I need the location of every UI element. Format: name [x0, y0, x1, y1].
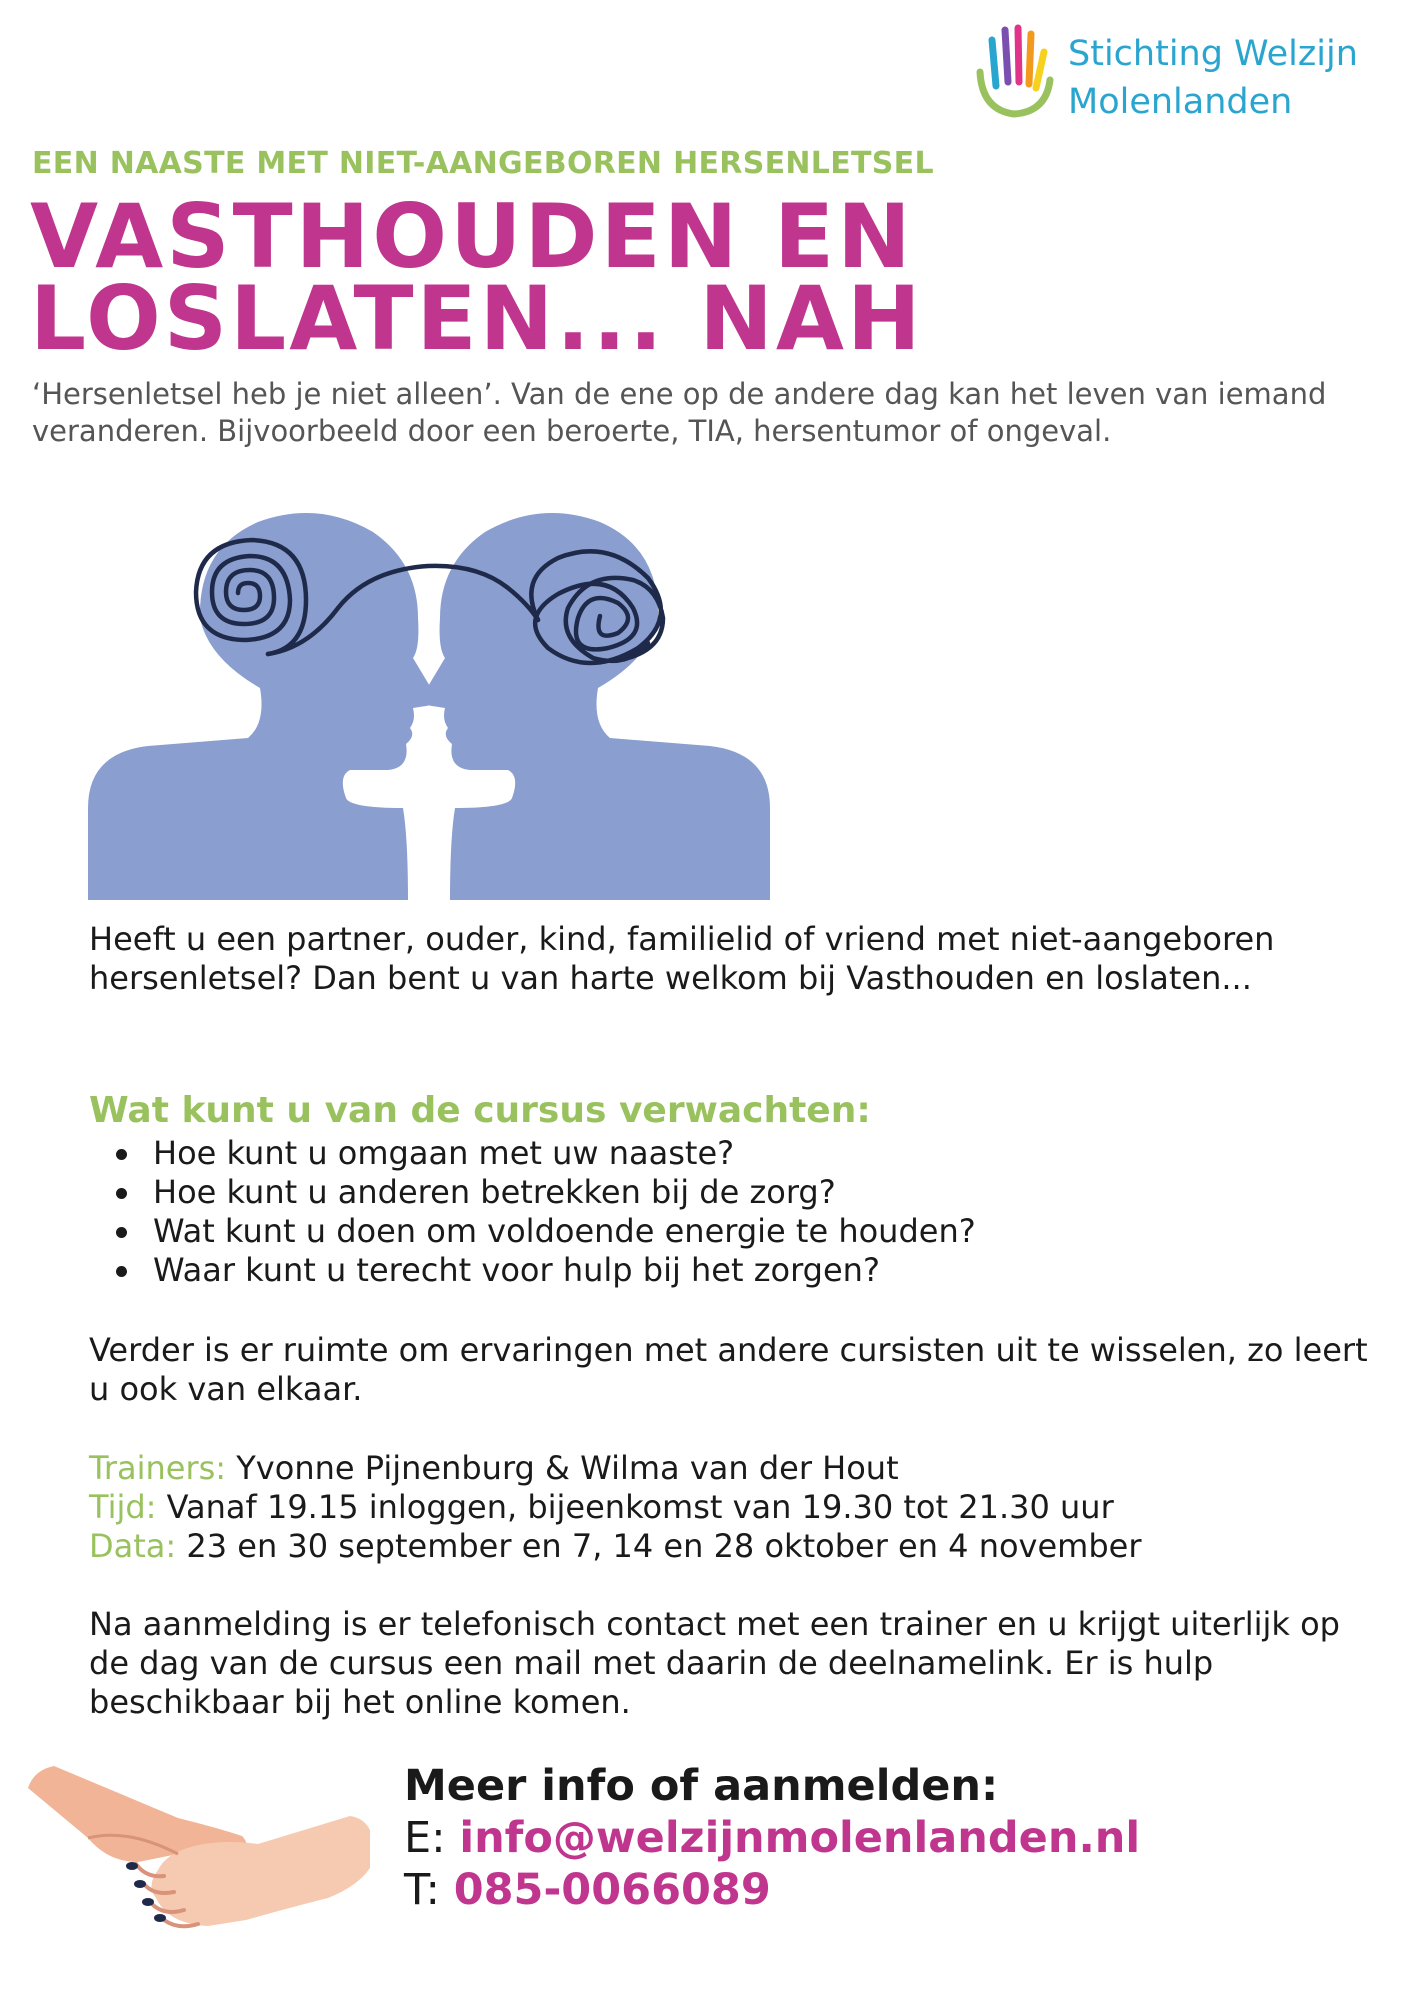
bullet-icon: [116, 1266, 127, 1277]
title-line-1: VASTHOUDEN EN: [30, 185, 914, 288]
intro-text: ‘Hersenletsel heb je niet alleen’. Van de ene op de andere dag kan het leven van iemand veranderen. Bijvoorbeeld door een beroerte, TIA, hersentumor of ongeval.: [32, 377, 1327, 448]
list-item: Hoe kunt u anderen betrekken bij de zorg?: [89, 1173, 1349, 1212]
course-info: [89, 1449, 1379, 1566]
page-title: [30, 185, 1130, 370]
two-heads-illustration: [88, 508, 770, 900]
list-item: Wat kunt u doen om voldoende energie te houden?: [89, 1212, 1349, 1251]
dates-label: Data:: [89, 1527, 177, 1565]
registration-paragraph: Na aanmelding is er telefonisch contact met een trainer en u krijgt uiterlijk op de dag van de cursus een mail met daarin de deelnamelink. Er is hulp beschikbaar bij het online komen.: [89, 1605, 1340, 1721]
trainers-value: Yvonne Pijnenburg & Wilma van der Hout: [226, 1449, 899, 1487]
list-item: Hoe kunt u omgaan met uw naaste?: [89, 1134, 1349, 1173]
expectations-heading: Wat kunt u van de cursus verwachten:: [89, 1090, 871, 1131]
contact-block: [404, 1760, 1404, 1916]
bullet-icon: [116, 1149, 127, 1160]
dates-value: 23 en 30 september en 7, 14 en 28 oktober en 4 november: [176, 1527, 1142, 1565]
trainers-label: Trainers:: [89, 1449, 227, 1487]
bullet-icon: [116, 1188, 127, 1199]
time-label: Tijd:: [89, 1488, 157, 1526]
phone-line: [404, 1864, 1404, 1916]
phone-label: T:: [404, 1865, 454, 1915]
organization-logo: [972, 22, 1392, 122]
title-line-2: LOSLATEN... NAH: [30, 267, 924, 370]
kicker-heading: EEN NAASTE MET NIET-AANGEBOREN HERSENLETSEL: [32, 146, 934, 181]
trainers-line: [89, 1449, 1379, 1488]
dates-line: [89, 1527, 1379, 1566]
time-line: [89, 1488, 1379, 1527]
phone-link[interactable]: 085-0066089: [453, 1865, 771, 1915]
list-item: Waar kunt u terecht voor hulp bij het zorgen?: [89, 1251, 1349, 1290]
contact-heading: Meer info of aanmelden:: [404, 1761, 999, 1811]
holding-hands-illustration: [28, 1758, 370, 1938]
bullet-icon: [116, 1227, 127, 1238]
email-link[interactable]: info@welzijnmolenlanden.nl: [459, 1813, 1141, 1863]
intro-paragraph: Heeft u een partner, ouder, kind, familielid of vriend met niet-aangeboren hersenletsel? Dan bent u van harte welkom bij Vasthouden en loslaten...: [89, 920, 1275, 997]
email-label: E:: [404, 1813, 460, 1863]
logo-line-1: Stichting Welzijn: [1068, 34, 1358, 74]
email-line: [404, 1812, 1404, 1864]
exchange-paragraph: Verder is er ruimte om ervaringen met andere cursisten uit te wisselen, zo leert u ook van elkaar.: [89, 1331, 1368, 1408]
logo-line-2: Molenlanden: [1068, 82, 1293, 122]
hand-logo-icon: [972, 22, 1062, 122]
expectations-list: [89, 1134, 1349, 1290]
time-value: Vanaf 19.15 inloggen, bijeenkomst van 19.30 tot 21.30 uur: [156, 1488, 1114, 1526]
